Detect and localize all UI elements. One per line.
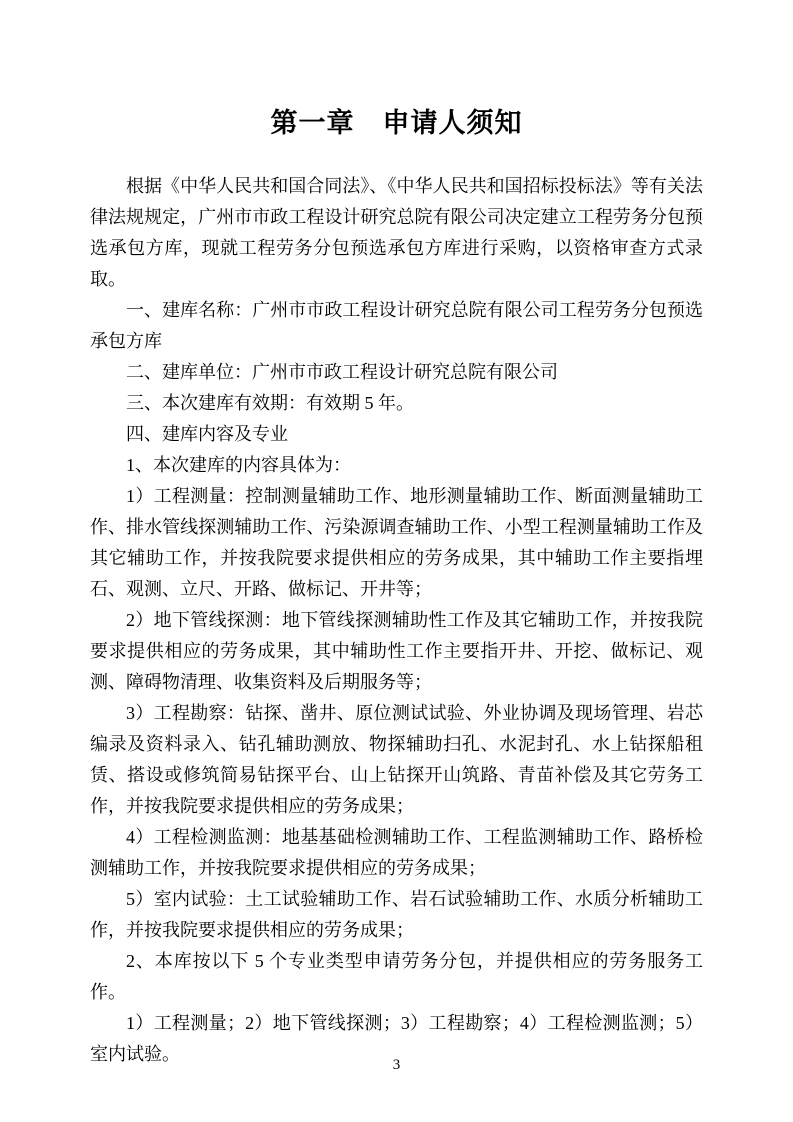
paragraph: 4）工程检测监测：地基基础检测辅助工作、工程监测辅助工作、路桥检测辅助工作，并按我院要求提供相应的劳务成果； [90, 827, 703, 878]
paragraph: 三、本次建库有效期：有效期 5 年。 [126, 393, 414, 413]
paragraph: 四、建库内容及专业 [126, 424, 288, 444]
paragraph: 2、本库按以下 5 个专业类型申请劳务分包，并提供相应的劳务服务工作。 [90, 951, 703, 1002]
page-number: 3 [392, 1057, 401, 1073]
paragraph: 根据《中华人民共和国合同法》、《中华人民共和国招标投标法》等有关法律法规规定，广州市市政工程设计研究总院有限公司决定建立工程劳务分包预选承包方库，现就工程劳务分包预选承包方库进行采购，以资格审查方式录取。 [90, 176, 703, 289]
paragraph: 5）室内试验：土工试验辅助工作、岩石试验辅助工作、水质分析辅助工作，并按我院要求提供相应的劳务成果； [90, 889, 703, 940]
paragraph: 1、本次建库的内容具体为： [126, 455, 351, 475]
document-body [90, 171, 703, 1070]
paragraph: 二、建库单位：广州市市政工程设计研究总院有限公司 [126, 362, 558, 382]
paragraph: 2）地下管线探测：地下管线探测辅助性工作及其它辅助工作，并按我院要求提供相应的劳务成果，其中辅助性工作主要指开井、开挖、做标记、观测、障碍物清理、收集资料及后期服务等； [90, 610, 703, 692]
paragraph: 1）工程测量；2）地下管线探测；3）工程勘察；4）工程检测监测；5）室内试验。 [90, 1013, 703, 1064]
paragraph: 3）工程勘察：钻探、凿井、原位测试试验、外业协调及现场管理、岩芯编录及资料录入、钻孔辅助测放、物探辅助扫孔、水泥封孔、水上钻探船租赁、搭设或修筑简易钻探平台、山上钻探开山筑路、青苗补偿及其它劳务工作，并按我院要求提供相应的劳务成果； [90, 703, 703, 816]
chapter-title: 第一章 申请人须知 [270, 108, 523, 138]
paragraph: 一、建库名称：广州市市政工程设计研究总院有限公司工程劳务分包预选承包方库 [90, 300, 703, 351]
paragraph: 1）工程测量：控制测量辅助工作、地形测量辅助工作、断面测量辅助工作、排水管线探测辅助工作、污染源调查辅助工作、小型工程测量辅助工作及其它辅助工作，并按我院要求提供相应的劳务成果，其中辅助工作主要指埋石、观测、立尺、开路、做标记、开井等； [90, 486, 703, 599]
